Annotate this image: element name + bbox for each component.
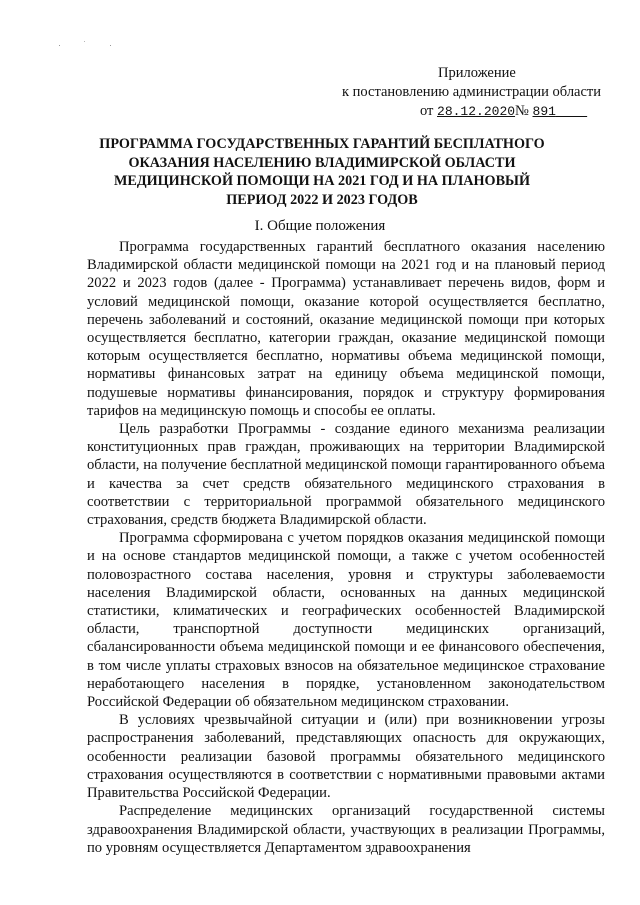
scan-noise-marks: · ˙ · [58, 40, 122, 50]
document-body [87, 238, 605, 857]
resolution-reference: к постановлению администрации области [342, 84, 602, 100]
number-sign: № [515, 103, 529, 119]
paragraph: Программа сформирована с учетом порядков оказания медицинской помощи и на основе стандартов медицинской помощи, а также с учетом особенностей половозрастного состава населения, уровня и структуры заболеваемости населения Владимирской области, основанных на данных медицинской статистики, климатических и географических особенностей Владимирской области, транспортной доступности медицинских организаций, сбалансированности объема медицинской помощи и ее финансового обеспечения, в том числе уплаты страховых взносов на обязательное медицинское страхование неработающего населения в порядке, установленном законодательством Российской Федерации об обязательном медицинском страховании. [87, 530, 605, 711]
resolution-date: 28.12.2020 [437, 104, 516, 119]
from-label: от [420, 103, 434, 119]
resolution-number: 891 [532, 104, 556, 119]
document-title: ПРОГРАММА ГОСУДАРСТВЕННЫХ ГАРАНТИЙ БЕСПЛАТНОГО ОКАЗАНИЯ НАСЕЛЕНИЮ ВЛАДИМИРСКОЙ ОБЛАСТИ МЕДИЦИНСКОЙ ПОМОЩИ НА 2021 ГОД И НА ПЛАНОВЫЙ ПЕРИОД 2022 И 2023 ГОДОВ [99, 136, 545, 208]
paragraph: Цель разработки Программы - создание единого механизма реализации конституционных прав граждан, проживающих на территории Владимирской области, на получение бесплатной медицинской помощи гарантированного объема и качества за счет средств обязательного медицинского страхования в соответствии с территориальной программой обязательного медицинского страхования, средств бюджета Владимирской области. [87, 421, 605, 529]
section-title: I. Общие положения [254, 218, 386, 234]
resolution-date-number [330, 102, 612, 121]
paragraph: В условиях чрезвычайной ситуации и (или) при возникновении угрозы распространения заболеваний, представляющих опасность для окружающих, особенности реализации базовой программы обязательного медицинского страхования осуществляются в соответствии с нормативными правовыми актами Правительства Российской Федерации. [87, 712, 605, 802]
paragraph: Распределение медицинских организаций государственной системы здравоохранения Владимирской области, участвующих в реализации Программы, по уровням осуществляется Департаментом здравоохранения [87, 803, 605, 856]
paragraph: Программа государственных гарантий бесплатного оказания населению Владимирской области медицинской помощи на 2021 год и на плановый период 2022 и 2023 годов (далее - Программа) устанавливает перечень видов, форм и условий медицинской помощи, оказание которой осуществляется бесплатно, перечень заболеваний и состояний, оказание медицинской помощи при которых осуществляется бесплатно, категории граждан, оказание медицинской помощи которым осуществляется бесплатно, нормативы объема медицинской помощи, нормативы финансовых затрат на единицу объема медицинской помощи, подушевые нормативы финансирования, порядок и структуру формирования тарифов на медицинскую помощь и способы ее оплаты. [87, 239, 605, 419]
appendix-header [330, 64, 612, 121]
appendix-label: Приложение [438, 65, 516, 81]
